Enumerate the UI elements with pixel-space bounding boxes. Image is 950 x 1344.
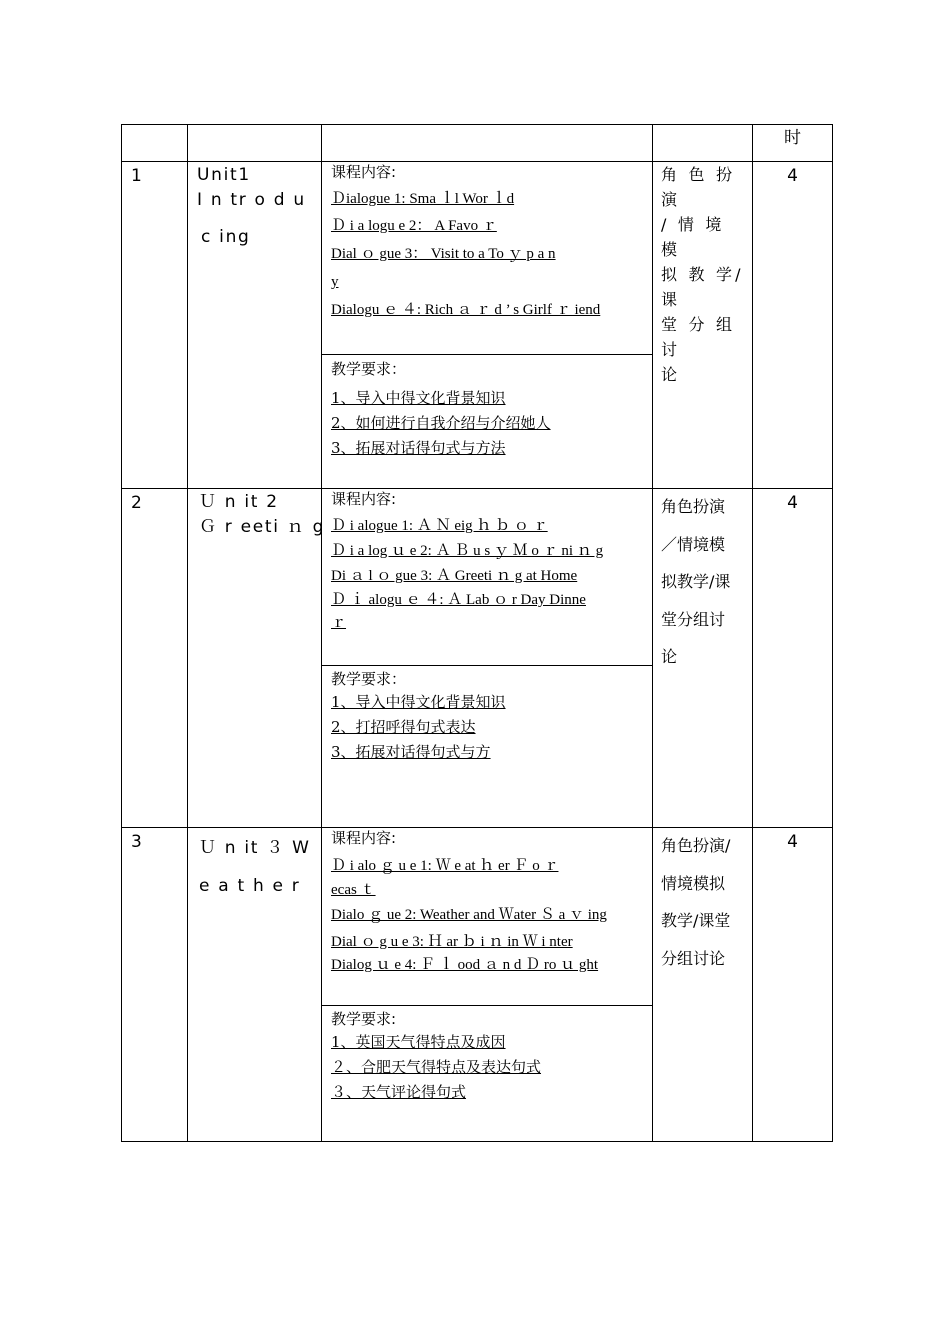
dialogue-item: Dialogu ｅ ４: Rich ａ ｒ d ’ s Girlf ｒ iend — [331, 302, 601, 318]
column-divider-4 — [752, 124, 753, 1142]
unit-title — [199, 829, 311, 905]
teaching-method-line: 教学/课堂 — [661, 911, 731, 930]
row-number: 3 — [131, 832, 142, 852]
teaching-requirements-label: 教学要求： — [331, 670, 407, 688]
class-hours: 4 — [787, 166, 798, 186]
content-divider-3 — [322, 1005, 652, 1006]
dialogue-item: Ｄialogue 1: Sma ｌl Wor ｌd — [331, 191, 515, 207]
teaching-method-line: 堂 分 组 讨 — [661, 315, 736, 359]
dialogue-item: Dialo ｇ ue 2: Weather and Ｗater Ｓ a ｖ ing — [331, 907, 607, 923]
dialogue-item: Ｄ ｉ alogu ｅ ４: Ａ Lab ｏ r Day Dinne — [331, 592, 586, 608]
content-divider-2 — [322, 665, 652, 666]
dialogue-item: y — [331, 274, 339, 290]
teaching-requirements-label: 教学要求: — [331, 1010, 397, 1028]
requirement-item: 1、英国天气得特点及成因 — [331, 1033, 506, 1051]
requirement-item: 2、如何进行自我介绍与介绍她人 — [331, 414, 551, 432]
class-hours: 4 — [787, 493, 798, 513]
teaching-method-line: 角色扮演/ — [661, 836, 731, 855]
table-border-right — [832, 124, 833, 1142]
content-divider-1 — [322, 354, 652, 355]
unit-title-line: Ｕ n it 2 — [199, 492, 279, 512]
teaching-method — [661, 488, 749, 676]
teaching-method-line: 论 — [661, 647, 678, 666]
column-divider-3 — [652, 124, 653, 1142]
teaching-requirements — [331, 1008, 646, 1105]
header-hours-label: 时 — [784, 128, 801, 148]
row-number: 1 — [131, 166, 142, 186]
teaching-requirements — [331, 668, 646, 765]
requirement-item: 2、打招呼得句式表达 — [331, 718, 476, 736]
requirement-item: 1、导入中得文化背景知识 — [331, 693, 506, 711]
column-divider-1 — [187, 124, 188, 1142]
requirement-item: 3、拓展对话得句式与方 — [331, 743, 491, 761]
unit-title-line: Unit1 — [197, 165, 251, 185]
course-content — [331, 827, 646, 976]
unit-title-line: e a t h e r — [199, 876, 301, 896]
teaching-method-line: 拟 教 学/课 — [661, 265, 744, 309]
class-hours: 4 — [787, 832, 798, 852]
table-border-bottom — [121, 1141, 833, 1142]
dialogue-item: Ｄ i a logu e 2： A Favo ｒ — [331, 218, 497, 234]
unit-title-line: c ing — [201, 227, 251, 247]
dialogue-item: Dial ｏ g u e 3: Ｈ ar ｂ i ｎ in Ｗ i nter — [331, 934, 573, 950]
dialogue-item: ｒ — [331, 615, 347, 631]
table-border-top — [121, 124, 833, 125]
teaching-method-line: 论 — [661, 365, 681, 384]
unit-title-line: Ｕ n it ３ W — [199, 838, 311, 858]
course-content-label: 课程内容: — [331, 163, 397, 181]
teaching-method-line: / 情 境 模 — [661, 215, 725, 259]
teaching-method-line: 情境模拟 — [661, 873, 726, 893]
dialogue-item: Ｄ i a log ｕ e 2: Ａ Ｂ u s ｙ Ｍ o ｒ ni ｎ g — [331, 543, 604, 559]
unit-title-line: I n tr o d u — [197, 190, 306, 210]
unit-title — [199, 490, 325, 540]
dialogue-item: Ｄ i alogue 1: Ａ Ｎ eig ｈ ｂ ｏ ｒ — [331, 518, 548, 534]
teaching-method-line: 拟教学/课 — [661, 572, 731, 591]
teaching-requirements-label: 教学要求： — [331, 360, 407, 378]
teaching-method-line: 角 色 扮 演 — [661, 165, 736, 209]
requirement-item: 3、拓展对话得句式与方法 — [331, 439, 506, 457]
teaching-method-line: 堂分组讨 — [661, 609, 726, 629]
teaching-method-line: ／情境模 — [661, 534, 726, 554]
dialogue-item: ecas ｔ — [331, 882, 376, 898]
dialogue-item: Di ａ l ｏ gue 3: Ａ Greeti ｎ g at Home — [331, 568, 578, 584]
course-content — [331, 488, 646, 635]
teaching-method-line: 角色扮演 — [661, 497, 726, 516]
requirement-item: ３、天气评论得句式 — [331, 1083, 467, 1101]
unit-title-line: Ｇ r eeti ｎ g — [199, 517, 326, 537]
column-divider-2 — [321, 124, 322, 1142]
dialogue-item: Dialog ｕ e 4: Ｆ ｌ ood ａ n d Ｄ ro ｕ ght — [331, 957, 599, 973]
teaching-method-line: 分组讨论 — [661, 948, 726, 968]
unit-title — [197, 163, 306, 250]
course-content-label: 课程内容: — [331, 490, 397, 508]
row-number: 2 — [131, 493, 142, 513]
requirement-item: 1、导入中得文化背景知识 — [331, 389, 506, 407]
course-content-label: 课程内容: — [331, 829, 397, 847]
teaching-requirements — [331, 358, 646, 461]
table-border-left — [121, 124, 122, 1142]
course-content — [331, 161, 646, 324]
teaching-method — [661, 162, 749, 387]
dialogue-item: Dial ｏ gue 3： Visit to a To ｙ p a n — [331, 246, 556, 262]
teaching-method — [661, 827, 749, 977]
requirement-item: ２、合肥天气得特点及表达句式 — [331, 1058, 542, 1076]
dialogue-item: Ｄ i alo ｇ u e 1: Ｗ e at ｈ er Ｆ o ｒ — [331, 858, 559, 874]
